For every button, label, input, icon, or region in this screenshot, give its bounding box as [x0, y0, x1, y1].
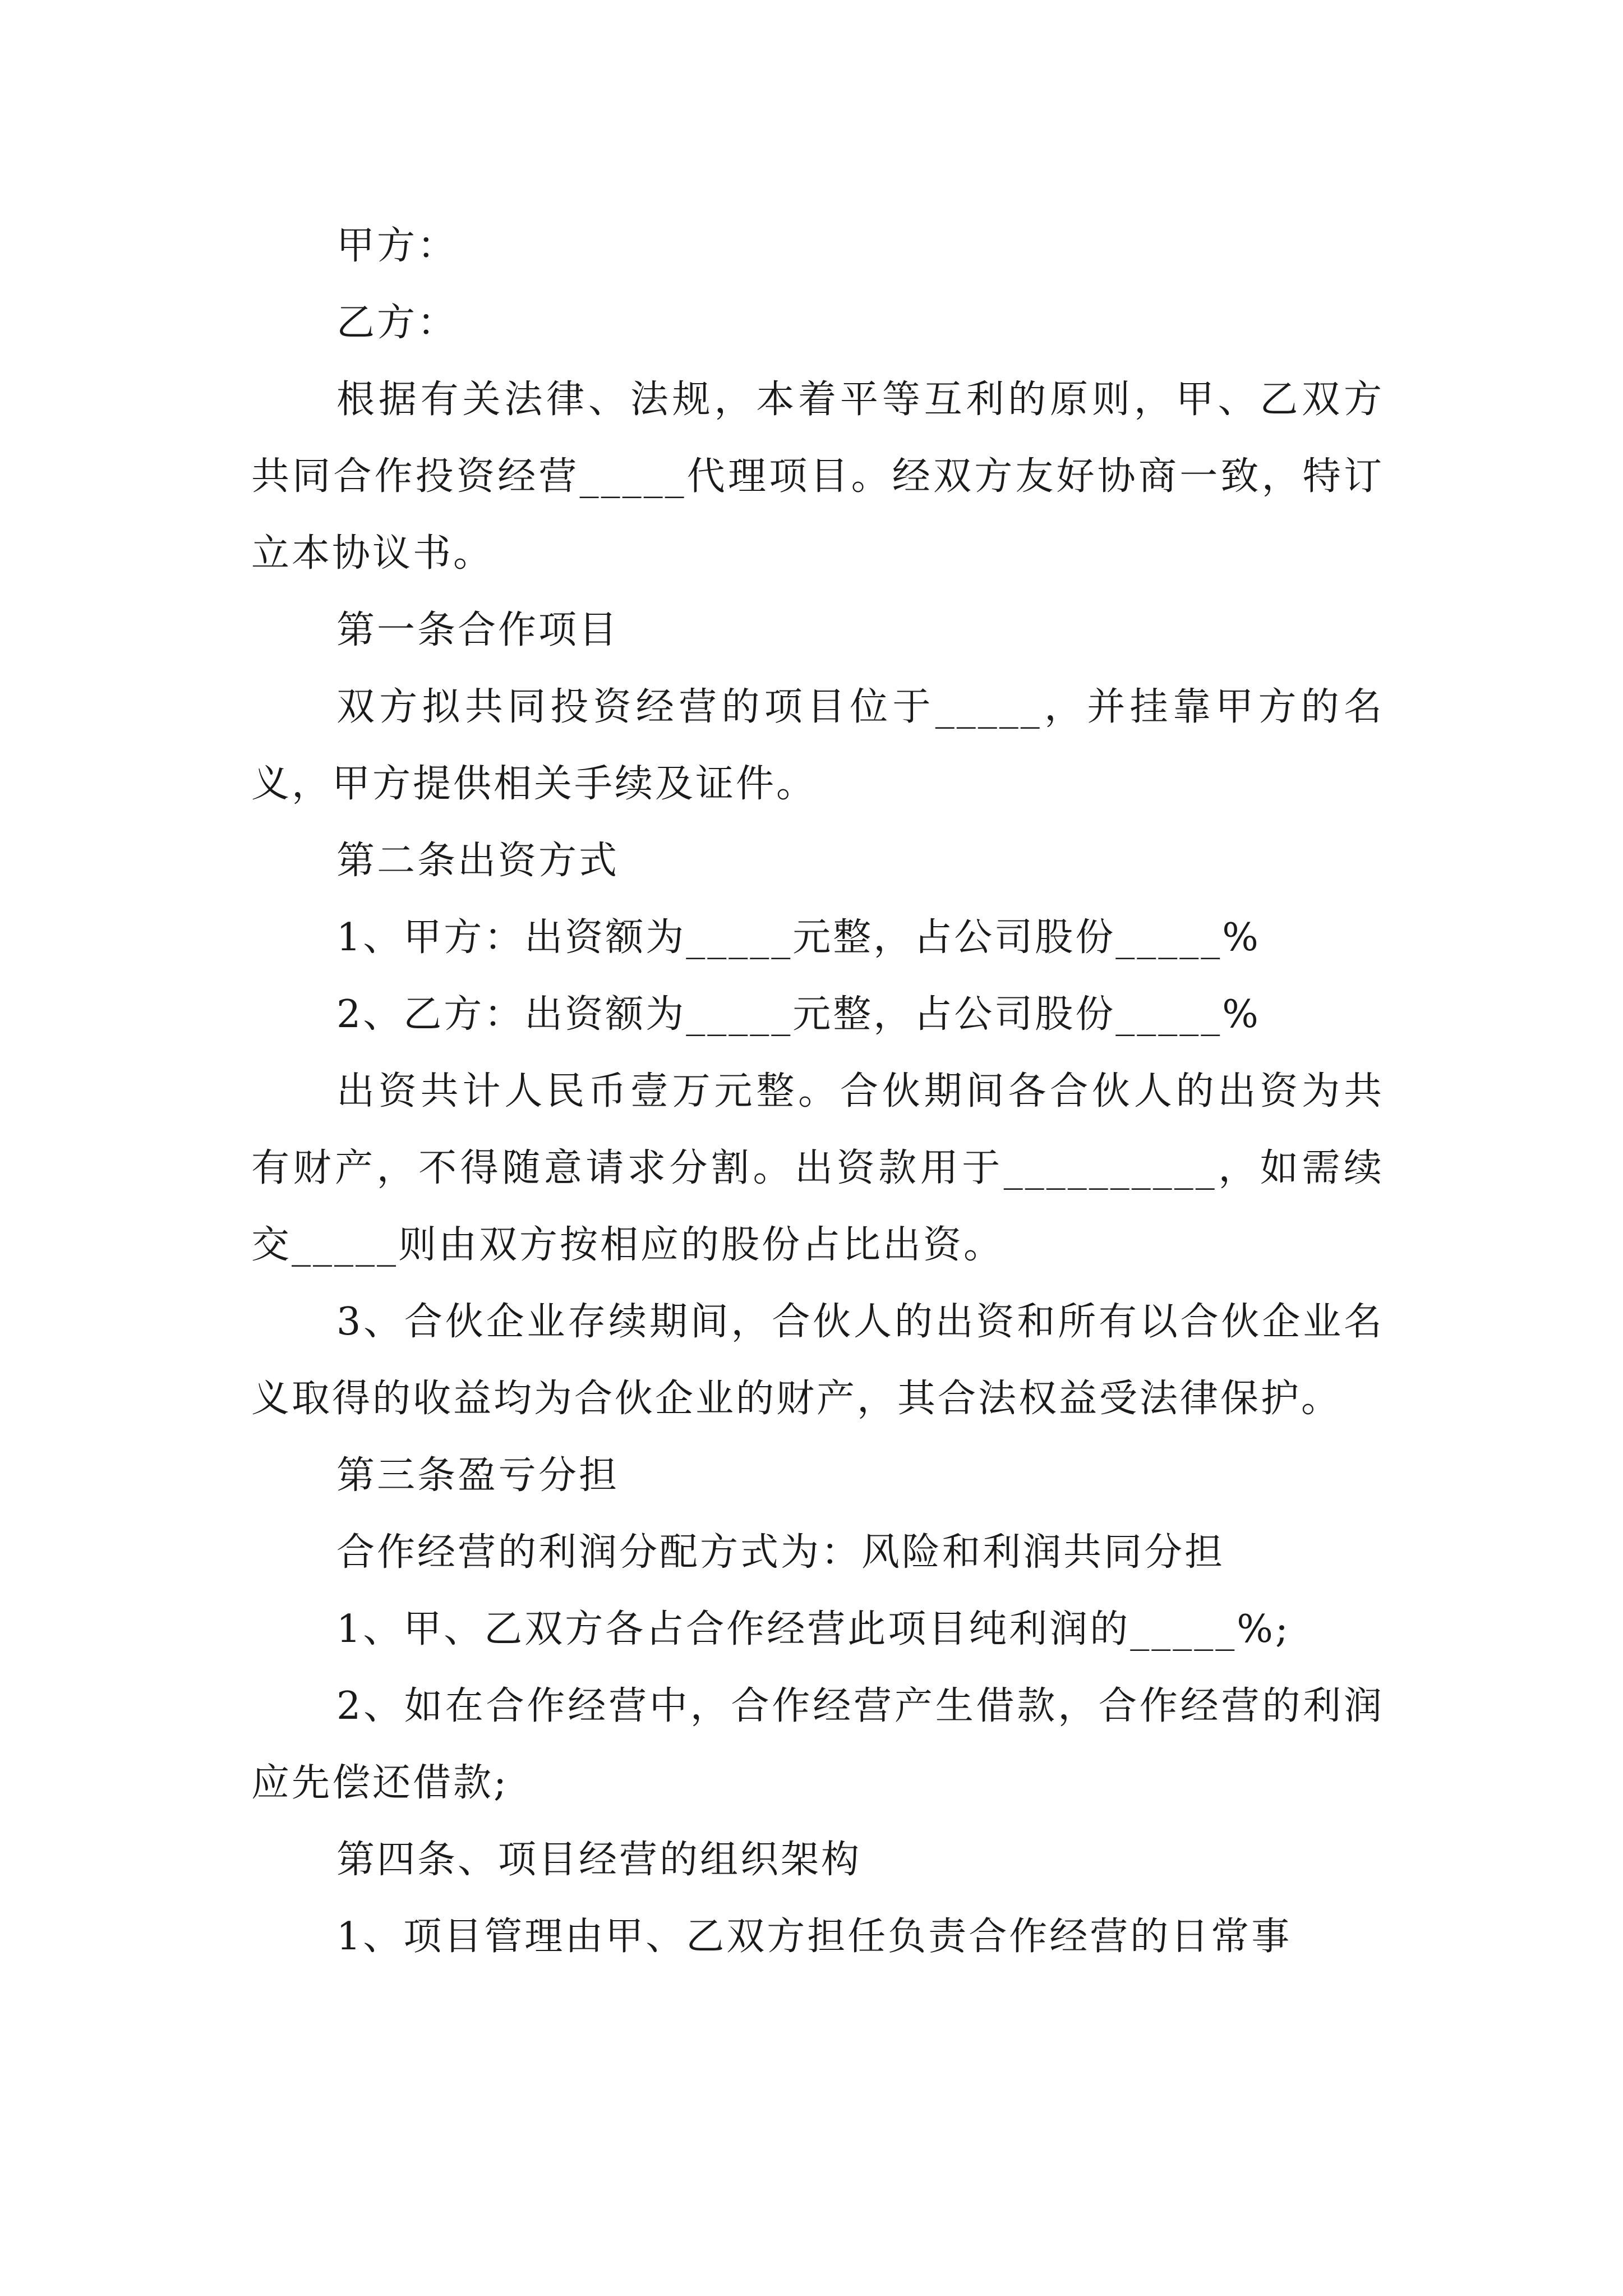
- article-2-paragraph: 出资共计人民币壹万元整。合伙期间各合伙人的出资为共有财产，不得随意请求分割。出资款用于__________，如需续交_____则由双方按相应的股份占比出资。: [251, 1069, 1384, 1267]
- article-2-item-2: 2、乙方：出资额为_____元整，占公司股份_____%: [336, 992, 1261, 1037]
- article-2-item-3: 3、合伙企业存续期间，合伙人的出资和所有以合伙企业名义取得的收益均为合伙企业的财产，其合法权益受法律保护。: [251, 1300, 1384, 1421]
- article-2-heading: 第二条出资方式: [336, 839, 620, 883]
- article-1-heading: 第一条合作项目: [336, 608, 620, 652]
- article-4-heading: 第四条、项目经营的组织架构: [336, 1838, 862, 1882]
- party-a-line: 甲方：: [336, 224, 458, 268]
- article-2-item-1: 1、甲方：出资额为_____元整，占公司股份_____%: [336, 915, 1261, 960]
- article-1-paragraph: 双方拟共同投资经营的项目位于_____，并挂靠甲方的名义，甲方提供相关手续及证件。: [251, 685, 1384, 806]
- document-page: [251, 208, 1384, 1975]
- party-b-line: 乙方：: [336, 301, 458, 345]
- article-3-item-1: 1、甲、乙双方各占合作经营此项目纯利润的_____%;: [336, 1607, 1290, 1651]
- article-3-paragraph: 合作经营的利润分配方式为：风险和利润共同分担: [336, 1530, 1225, 1575]
- article-4-item-1: 1、项目管理由甲、乙双方担任负责合作经营的日常事: [336, 1915, 1292, 1959]
- article-3-item-2: 2、如在合作经营中，合作经营产生借款，合作经营的利润应先偿还借款;: [251, 1684, 1384, 1805]
- article-3-heading: 第三条盈亏分担: [336, 1453, 620, 1498]
- preamble-paragraph: 根据有关法律、法规，本着平等互利的原则，甲、乙双方共同合作投资经营_____代理项目。经双方友好协商一致，特订立本协议书。: [251, 378, 1384, 576]
